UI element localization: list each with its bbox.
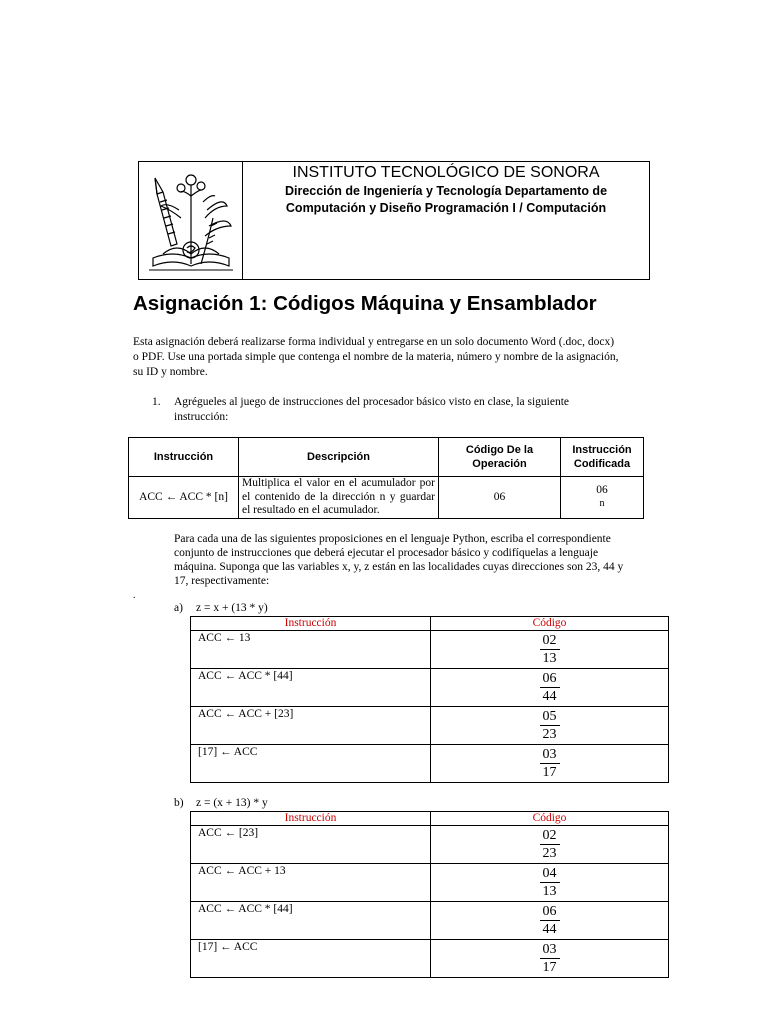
instruction-cell: ACC ← ACC * [44] xyxy=(191,902,431,940)
operand: 44 xyxy=(542,922,557,937)
header-box xyxy=(138,161,650,280)
code-cell xyxy=(431,669,669,707)
encoded-bottom: n xyxy=(599,498,605,510)
header-instruccion: Instrucción xyxy=(191,617,431,631)
opcode: 02 xyxy=(540,632,560,650)
table-row xyxy=(191,826,669,864)
instruction-cell: ACC ← ACC * [44] xyxy=(191,669,431,707)
encoded-cell xyxy=(561,477,644,519)
instructions-paragraph xyxy=(174,532,644,588)
operand: 17 xyxy=(542,960,557,975)
operand: 13 xyxy=(542,651,557,666)
code-cell xyxy=(431,864,669,902)
paragraph-line-2: conjunto de instrucciones que deberá ejecutar el procesador básico y codifíquelas a lenguaje xyxy=(174,547,599,559)
list-item-line-2: instrucción: xyxy=(174,411,229,423)
list-item-text xyxy=(174,395,569,425)
opcode: 05 xyxy=(540,708,560,726)
opcode: 02 xyxy=(540,827,560,845)
table-header-row xyxy=(191,812,669,826)
header-instruccion-codificada: Instrucción Codificada xyxy=(561,438,644,477)
opcode: 03 xyxy=(540,746,560,764)
header-descripcion: Descripción xyxy=(239,438,439,477)
list-item-line-1: Agrégueles al juego de instrucciones del procesador básico visto en clase, la siguiente xyxy=(174,396,570,408)
table-row xyxy=(191,745,669,783)
table-row xyxy=(191,864,669,902)
intro-line-3: su ID y nombre. xyxy=(133,366,208,378)
operand: 44 xyxy=(542,689,557,704)
operand: 23 xyxy=(542,846,557,861)
table-row xyxy=(191,940,669,978)
table-row xyxy=(191,669,669,707)
encoded-top: 06 xyxy=(596,483,608,496)
header-codigo: Código xyxy=(431,617,669,631)
table-row xyxy=(129,477,644,519)
description-cell: Multiplica el valor en el acumulador por el contenido de la dirección n y guardar el resultado en el acumulador. xyxy=(239,477,439,519)
code-cell xyxy=(431,745,669,783)
exercise-expression: z = (x + 13) * y xyxy=(196,797,268,809)
stray-dot: . xyxy=(133,590,136,601)
instruction-definition-table xyxy=(128,437,644,519)
paragraph-line-4: 17, respectivamente: xyxy=(174,575,270,587)
instruction-cell: [17] ← ACC xyxy=(191,940,431,978)
intro-line-1: Esta asignación deberá realizarse forma individual y entregarse en un solo documento Word (.doc, docx) xyxy=(133,336,615,348)
intro-paragraph xyxy=(133,335,643,380)
header-instruccion: Instrucción xyxy=(129,438,239,477)
table-row xyxy=(191,707,669,745)
paragraph-line-1: Para cada una de las siguientes proposiciones en el lenguaje Python, escriba el correspondiente xyxy=(174,533,611,545)
opcode: 03 xyxy=(540,941,560,959)
exercise-expression: z = x + (13 * y) xyxy=(196,602,268,614)
exercise-b-label xyxy=(174,796,268,810)
opcode: 06 xyxy=(540,670,560,688)
instruction-cell: ACC ← 13 xyxy=(191,631,431,669)
page-title: Asignación 1: Códigos Máquina y Ensamblador xyxy=(133,292,597,315)
logo-cell xyxy=(139,162,243,279)
institute-logo-icon xyxy=(143,166,239,274)
institute-info xyxy=(243,162,649,279)
table-header-row xyxy=(191,617,669,631)
header-codigo-operacion: Código De la Operación xyxy=(439,438,561,477)
department-line-1: Dirección de Ingeniería y Tecnología Departamento de xyxy=(284,184,608,198)
exercise-b-table xyxy=(190,811,669,978)
department-line-2: Computación y Diseño Programación I / Computación xyxy=(285,201,607,215)
exercise-letter: b) xyxy=(174,797,184,809)
header-codigo: Código xyxy=(431,812,669,826)
table-row xyxy=(191,631,669,669)
list-item-number: 1. xyxy=(152,396,161,408)
code-cell xyxy=(431,902,669,940)
intro-line-2: o PDF. Use una portada simple que contenga el nombre de la materia, número y nombre de la asignación, xyxy=(133,351,619,363)
opcode: 06 xyxy=(540,903,560,921)
header-instruccion: Instrucción xyxy=(191,812,431,826)
table-row xyxy=(191,902,669,940)
code-cell xyxy=(431,940,669,978)
code-cell xyxy=(431,707,669,745)
code-cell xyxy=(431,631,669,669)
instruction-cell: ACC ← ACC + [23] xyxy=(191,707,431,745)
table-header-row xyxy=(129,438,644,477)
operand: 17 xyxy=(542,765,557,780)
institute-name: INSTITUTO TECNOLÓGICO DE SONORA xyxy=(292,164,600,181)
code-cell xyxy=(431,826,669,864)
exercise-a-label xyxy=(174,601,268,615)
operand: 13 xyxy=(542,884,557,899)
instruction-cell: ACC ← [23] xyxy=(191,826,431,864)
instruction-cell: [17] ← ACC xyxy=(191,745,431,783)
list-item-1 xyxy=(152,395,592,425)
exercise-a-table xyxy=(190,616,669,783)
paragraph-line-3: máquina. Suponga que las variables x, y, z están en las localidades cuyas direcciones son 23, 44 y xyxy=(174,561,624,573)
opcode-cell: 06 xyxy=(439,477,561,519)
operand: 23 xyxy=(542,727,557,742)
exercise-letter: a) xyxy=(174,602,183,614)
instruction-cell: ACC ← ACC * [n] xyxy=(129,477,239,519)
opcode: 04 xyxy=(540,865,560,883)
instruction-cell: ACC ← ACC + 13 xyxy=(191,864,431,902)
